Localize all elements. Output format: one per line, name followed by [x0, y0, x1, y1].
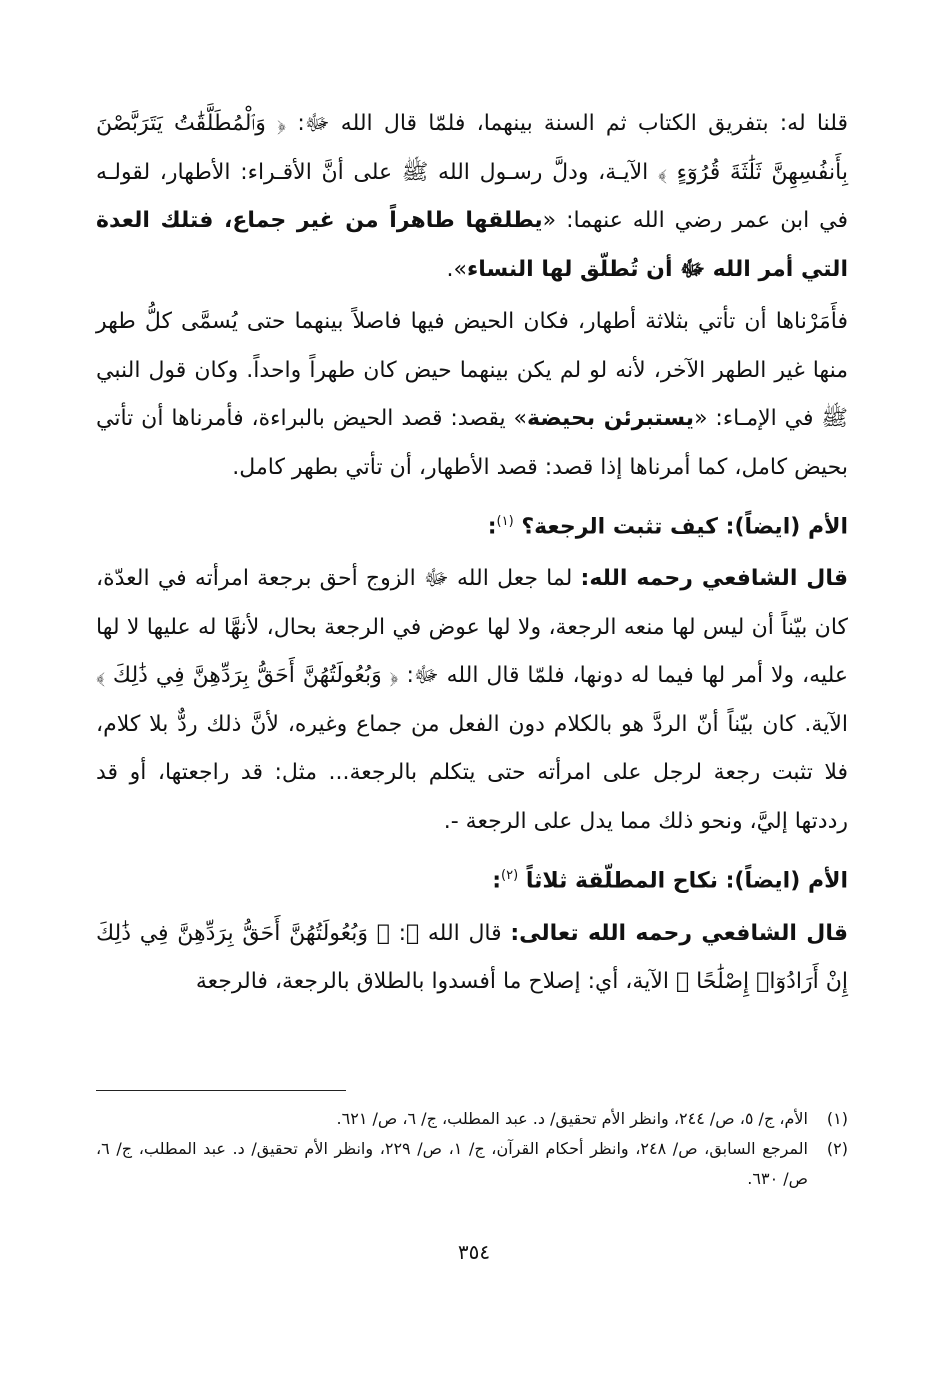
hadith-quote-bold-2: يستبرئن بحيضة — [527, 406, 695, 431]
hadith-quote-bold: يطلقها طاهراً من غير جماع، فتلك العدة التي أمر الله ﷻ أن تُطلّق لها النساء — [96, 208, 848, 282]
footnote-item — [96, 1134, 848, 1194]
paragraph-4 — [96, 910, 848, 1007]
paragraph-2-text-b: » يقصد: قصد الحيض بالبراءة، فأمرناها أن تأتي بحيض كامل، كما أمرناها إذا قصد: قصد الأطهار، أن تأتي بطهر كامل. — [96, 406, 848, 480]
paragraph-2-text-a: فأَمَرْناها أن تأتي بثلاثة أطهار، فكان الحيض فيها فاصلاً بينهما حتى يُسمَّى كلُّ طهر منها غير الطهر الآخر، لأنه لو لم يكن بينهما حيض كان طهراً واحداً. وكان قول النبي ﷺ في الإمـاء: « — [96, 309, 848, 431]
section-heading-1 — [96, 502, 848, 547]
paragraph-2 — [96, 298, 848, 492]
footnote-item — [96, 1104, 848, 1134]
paragraph-3 — [96, 555, 848, 846]
footnote-ref-2: (٢) — [501, 868, 519, 884]
footnote-divider — [96, 1090, 346, 1091]
paragraph-3-text: لما جعل الله ﷻ الزوج أحق برجعة امرأته في العدّة، كان بيّناً أن ليس لها منعه الرجعة، ولا لها عوض في الرجعة بحال، لأنهَّا له عليها لا لها عليه، ولا أمر لها فيما له دونها، فلمّا قال الله ﷻ: ﴿ وَبُعُولَتُهُنَّ أَحَقُّ بِرَدِّهِنَّ فِي ذَٰلِكَ ﴾ الآية. كان بيّناً أنّ الردَّ هو بالكلام دون الفعل من جماع وغيره، لأنَّ ذلك ردٌّ بلا كلام، فلا تثبت رجعة لرجل على امرأته حتى يتكلم بالرجعة... مثل: قد راجعتها، أو قد رددتها إليَّ، ونحو ذلك مما يدل على الرجعة -. — [96, 566, 848, 834]
paragraph-1-text-b: ». — [446, 256, 467, 282]
section-heading-2-text: الأم (ايضاً): نكاح المطلّقة ثلاثاً — [525, 868, 848, 894]
speaker-label-2: قال الشافعي رحمه الله تعالى: — [510, 920, 848, 946]
paragraph-4-text: قال الله ﷻ: ﴿ وَبُعُولَتُهُنَّ أَحَقُّ بِرَدِّهِنَّ فِي ذَٰلِكَ إِنْ أَرَادُوٓا۟ إِصْلَٰحًا ﴾ الآية، أي: إصلاح ما أفسدوا بالطلاق بالرجعة، فالرجعة — [96, 920, 848, 995]
footnote-number: (١) — [826, 1109, 848, 1128]
section-heading-2-colon: : — [492, 868, 502, 894]
footnote-text: المرجع السابق، ص/ ٢٤٨، وانظر أحكام القرآن، ج/ ١، ص/ ٢٢٩، وانظر الأم تحقيق/ د. عبد المطلب، ج/ ٦، ص/ ٦٣٠. — [96, 1139, 808, 1188]
section-heading-1-text: الأم (ايضاً): كيف تثبت الرجعة؟ — [521, 514, 848, 540]
speaker-label-1: قال الشافعي رحمه الله: — [580, 566, 848, 592]
paragraph-1-text-a: قلنا له: بتفريق الكتاب ثم السنة بينهما، فلمّا قال الله ﷻ: ﴿ وَٱلْمُطَلَّقَٰتُ يَتَرَبَّصْنَ بِأَنفُسِهِنَّ ثَلَٰثَةَ قُرُوٓءٍ ﴾ الآيـة، ودلَّ رسـول الله ﷺ على أنَّ الأقـراء: الأطهار، لقولـه في ابن عمر رضي الله عنهما: « — [96, 111, 849, 233]
section-heading-1-colon: : — [487, 514, 497, 540]
paragraph-1 — [96, 100, 848, 294]
footnote-text: الأم، ج/ ٥، ص/ ٢٤٤، وانظر الأم تحقيق/ د. عبد المطلب، ج/ ٦، ص/ ٦٢١. — [336, 1109, 808, 1128]
footnote-number: (٢) — [826, 1139, 848, 1158]
footnote-ref-1: (١) — [496, 514, 514, 529]
section-heading-2 — [96, 856, 848, 901]
page-number: ٣٥٤ — [457, 1240, 491, 1264]
page-body — [96, 100, 848, 1007]
footnotes — [96, 1104, 848, 1194]
